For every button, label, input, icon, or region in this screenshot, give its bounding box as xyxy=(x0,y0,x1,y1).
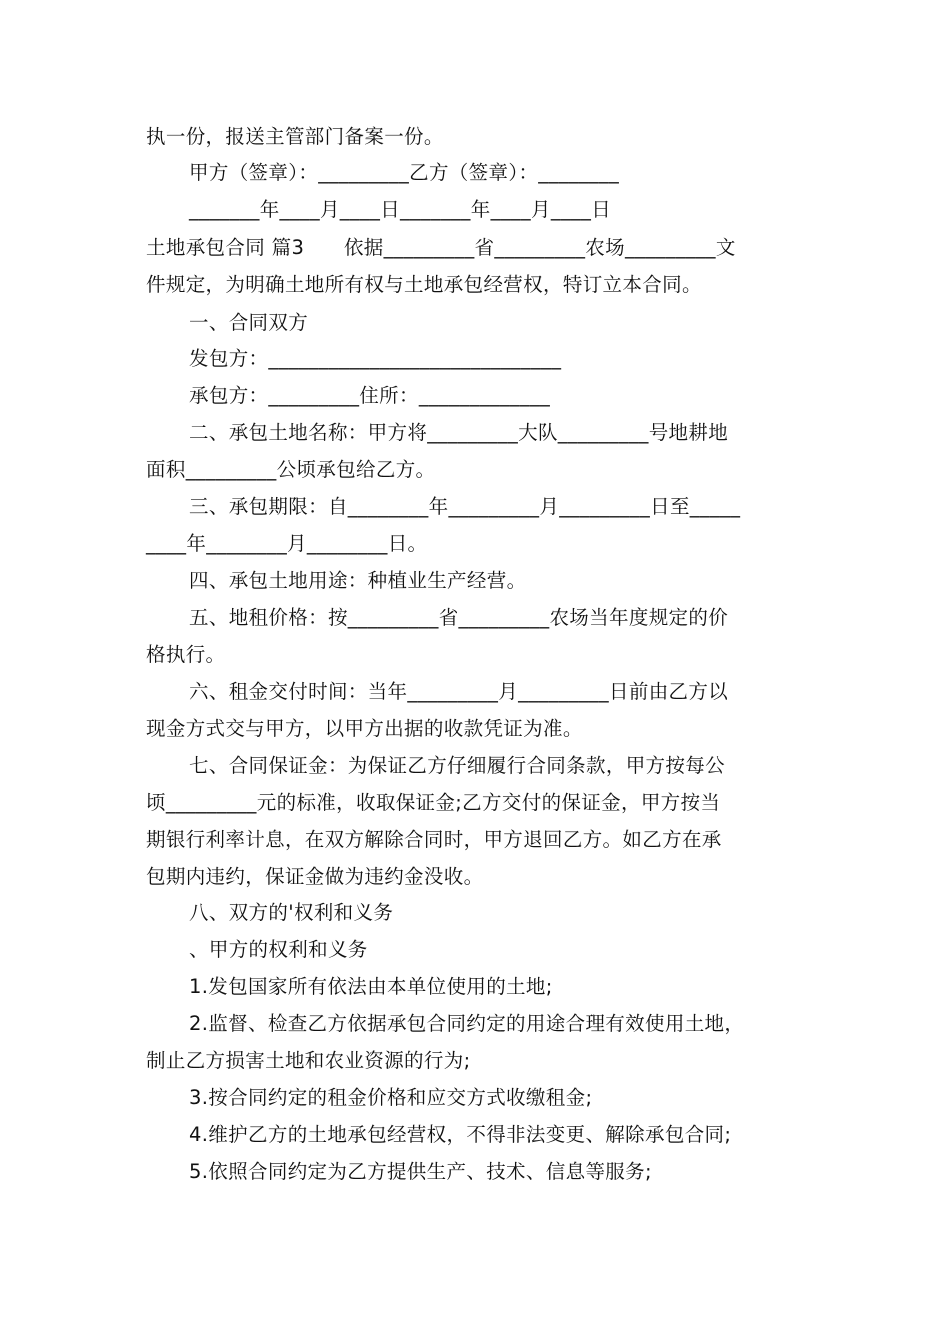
text-line: ____年________月________日。 xyxy=(146,532,428,555)
text-line: 格执行。 xyxy=(146,643,226,666)
text-line: 期银行利率计息，在双方解除合同时，甲方退回乙方。如乙方在承 xyxy=(146,828,722,851)
text-line: 执一份，报送主管部门备案一份。 xyxy=(146,125,444,148)
text-line: 现金方式交与甲方，以甲方出据的收款凭证为准。 xyxy=(146,717,583,740)
clause-heading: 一、合同双方 xyxy=(189,311,309,334)
clause-line: 五、地租价格：按_________省_________农场当年度规定的价 xyxy=(189,606,729,629)
clause-line: 四、承包土地用途：种植业生产经营。 xyxy=(189,569,527,592)
text-line: 面积_________公顷承包给乙方。 xyxy=(146,458,436,481)
text-line: 包期内违约，保证金做为违约金没收。 xyxy=(146,865,484,888)
contractor-field-line: 承包方：_________住所：_____________ xyxy=(189,384,551,407)
clause-heading: 八、双方的'权利和义务 xyxy=(189,901,394,924)
clause-line: 三、承包期限：自________年_________月_________日至_____ xyxy=(189,495,741,518)
section-heading-line: 土地承包合同 篇3 依据_________省_________农场_________文 xyxy=(146,236,736,259)
issuer-field-line: 发包方：_____________________________ xyxy=(189,347,562,370)
text-line: 件规定，为明确土地所有权与土地承包经营权，特订立本合同。 xyxy=(146,273,702,296)
list-item: 5.依照合同约定为乙方提供生产、技术、信息等服务; xyxy=(189,1160,652,1183)
clause-line: 二、承包土地名称：甲方将_________大队_________号地耕地 xyxy=(189,421,729,444)
signature-line: 甲方（签章）：_________乙方（签章）：________ xyxy=(189,161,620,184)
text-line: 制止乙方损害土地和农业资源的行为; xyxy=(146,1049,471,1072)
list-item: 1.发包国家所有依法由本单位使用的土地; xyxy=(189,975,553,998)
list-item: 2.监督、检查乙方依据承包合同约定的用途合理有效使用土地， xyxy=(189,1012,745,1035)
list-item: 4.维护乙方的土地承包经营权，不得非法变更、解除承包合同; xyxy=(189,1123,732,1146)
text-line: 顷_________元的标准，收取保证金;乙方交付的保证金，甲方按当 xyxy=(146,791,721,814)
subsection-heading: 、甲方的权利和义务 xyxy=(189,938,368,961)
list-item: 3.按合同约定的租金价格和应交方式收缴租金; xyxy=(189,1086,593,1109)
date-line: _______年____月____日_______年____月____日 xyxy=(189,198,612,221)
clause-line: 七、合同保证金：为保证乙方仔细履行合同条款，甲方按每公 xyxy=(189,754,725,777)
clause-line: 六、租金交付时间：当年_________月_________日前由乙方以 xyxy=(189,680,729,703)
